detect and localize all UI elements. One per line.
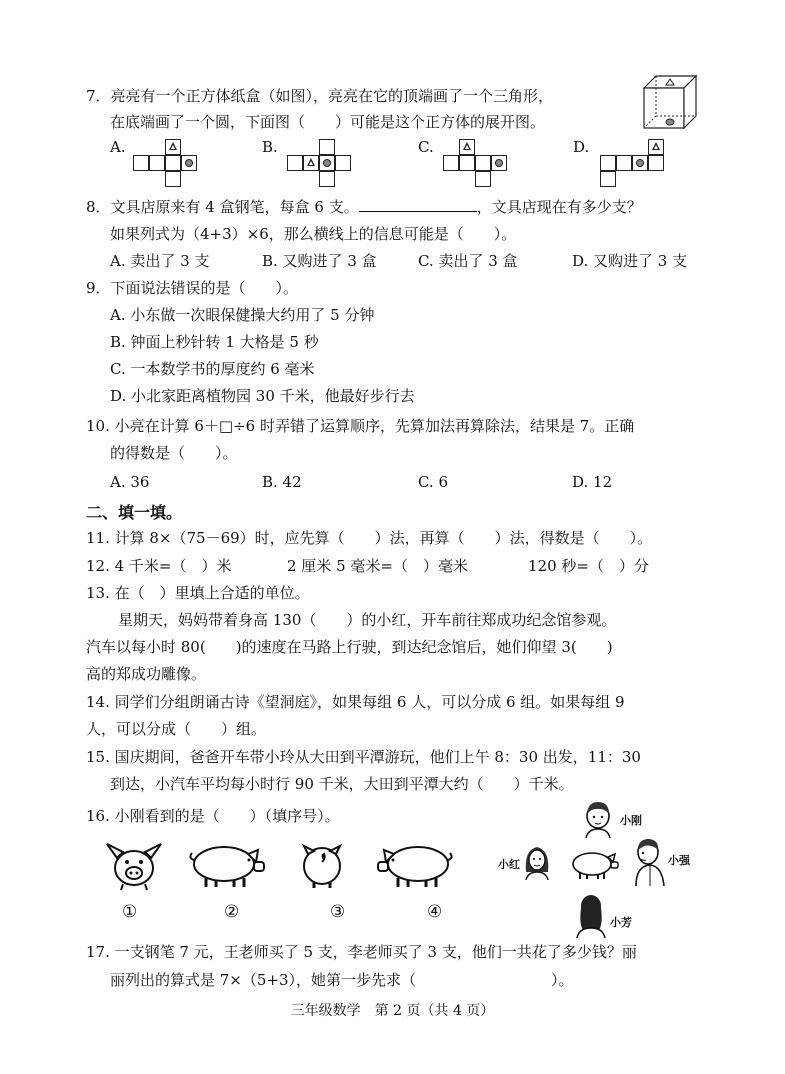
q17-line2: 丽列出的算式是 7×（5+3），她第一步先求（ ）。 [110, 971, 574, 989]
q12-part3: 120 秒=（ ）分 [528, 557, 649, 575]
q16-line1: 16. 小刚看到的是（ ）（填序号）。 [86, 807, 340, 825]
option-number-4: ④ [427, 902, 443, 922]
q8-line1 [86, 197, 642, 217]
q9-option-a: A. 小东做一次眼保健操大约用了 5 分钟 [110, 306, 375, 324]
boy-xiaoqiang-icon [632, 836, 668, 886]
q7-option-a: A. [110, 138, 126, 156]
section-heading: 二、填一填。 [86, 503, 183, 522]
q8-option-c: C. 卖出了 3 盒 [418, 252, 518, 270]
pig-side-left-icon [374, 840, 456, 890]
q13-line1: 13. 在（ ）里填上合适的单位。 [86, 584, 310, 602]
q17-line1: 17. 一支钢笔 7 元，王老师买了 5 支，李老师买了 3 支，他们一共花了多少钱？丽 [86, 943, 637, 961]
q8-blank-line[interactable] [359, 197, 477, 212]
triangle-icon [652, 142, 660, 150]
q9-option-d: D. 小北家距离植物园 30 千米，他最好步行去 [110, 387, 415, 405]
q8-option-d: D. 又购进了 3 支 [572, 252, 688, 270]
triangle-icon [463, 142, 471, 150]
cube-icon [640, 72, 700, 132]
girl-xiaohong-icon [522, 842, 552, 880]
option-number-3: ③ [330, 902, 346, 922]
q7-option-d: D. [573, 138, 590, 156]
circle-icon [185, 159, 193, 167]
q12-part2: 2 厘米 5 毫米=（ ）毫米 [287, 557, 468, 575]
q7-line1: 7．亮亮有一个正方体纸盒（如图），亮亮在它的顶端画了一个三角形， [86, 87, 554, 105]
circle-icon [323, 159, 331, 167]
q12-part1: 12. 4 千米=（ ）米 [86, 557, 232, 575]
label-xiaofang: 小芳 [610, 916, 632, 929]
page-footer: 三年级数学 第 2 页（共 4 页） [290, 1003, 495, 1019]
q10-line1: 10. 小亮在计算 6＋□÷6 时弄错了运算顺序，先算加法再算除法，结果是 7。正确 [86, 417, 635, 435]
q13-line4: 高的郑成功雕像。 [86, 665, 207, 683]
q11-line: 11. 计算 8×（75－69）时，应先算（ ）法，再算（ ）法，得数是（ ）。 [86, 529, 653, 547]
pig-center-icon [568, 848, 620, 882]
q9-option-b: B. 钟面上秒针转 1 大格是 5 秒 [110, 333, 319, 351]
q10-option-a: A. 36 [110, 473, 150, 491]
q9-option-c: C. 一本数学书的厚度约 6 毫米 [110, 360, 315, 378]
cube-figure [640, 72, 700, 132]
q8-line1-pre: 8．文具店原来有 4 盒钢笔，每盒 6 支。 [86, 198, 359, 216]
q8-line2: 如果列式为（4+3）×6，那么横线上的信息可能是（ ）。 [110, 225, 517, 243]
q10-option-b: B. 42 [262, 473, 302, 491]
option-number-1: ① [122, 902, 138, 922]
pig-side-right-icon [186, 840, 268, 890]
q8-line1-post: ，文具店现在有多少支？ [476, 198, 642, 216]
q10-option-d: D. 12 [572, 473, 613, 491]
option-number-2: ② [224, 902, 240, 922]
q13-line2: 星期天，妈妈带着身高 130（ ）的小红，开车前往郑成功纪念馆参观。 [118, 611, 617, 629]
girl-xiaofang-icon [575, 894, 607, 938]
label-xiaoqiang: 小强 [668, 854, 690, 867]
q8-option-b: B. 又购进了 3 盒 [262, 252, 377, 270]
label-xiaohong: 小红 [498, 858, 520, 871]
circle-icon [636, 159, 644, 167]
triangle-icon [307, 158, 315, 166]
q8-option-a: A. 卖出了 3 支 [110, 252, 210, 270]
q14-line2: 人，可以分成（ ）组。 [86, 720, 267, 738]
q7-line2: 在底端画了一个圆，下面图（ ）可能是这个正方体的展开图。 [110, 113, 546, 131]
q14-line1: 14. 同学们分组朗诵古诗《望洞庭》，如果每组 6 人，可以分成 6 组。如果每组 9 [86, 693, 625, 711]
q7-option-c: C. [418, 138, 434, 156]
q15-line2: 到达，小汽车平均每小时行 90 千米，大田到平潭大约（ ）千米。 [110, 775, 574, 793]
q9-line1: 9．下面说法错误的是（ ）。 [86, 279, 299, 297]
label-xiaogang: 小刚 [620, 814, 642, 827]
q7-option-b: B. [262, 138, 278, 156]
pig-front-icon [103, 840, 165, 892]
q10-line2: 的得数是（ ）。 [110, 444, 238, 462]
q13-line3: 汽车以每小时 80( )的速度在马路上行驶，到达纪念馆后，她们仰望 3( ) [86, 638, 613, 656]
pig-back-icon [298, 842, 346, 890]
circle-icon [495, 159, 503, 167]
q10-option-c: C. 6 [418, 473, 449, 491]
triangle-icon [169, 142, 177, 150]
q15-line1: 15. 国庆期间，爸爸开车带小玲从大田到平潭游玩，他们上午 8：30 出发，11：30 [86, 748, 641, 766]
boy-xiaogang-icon [580, 798, 616, 838]
